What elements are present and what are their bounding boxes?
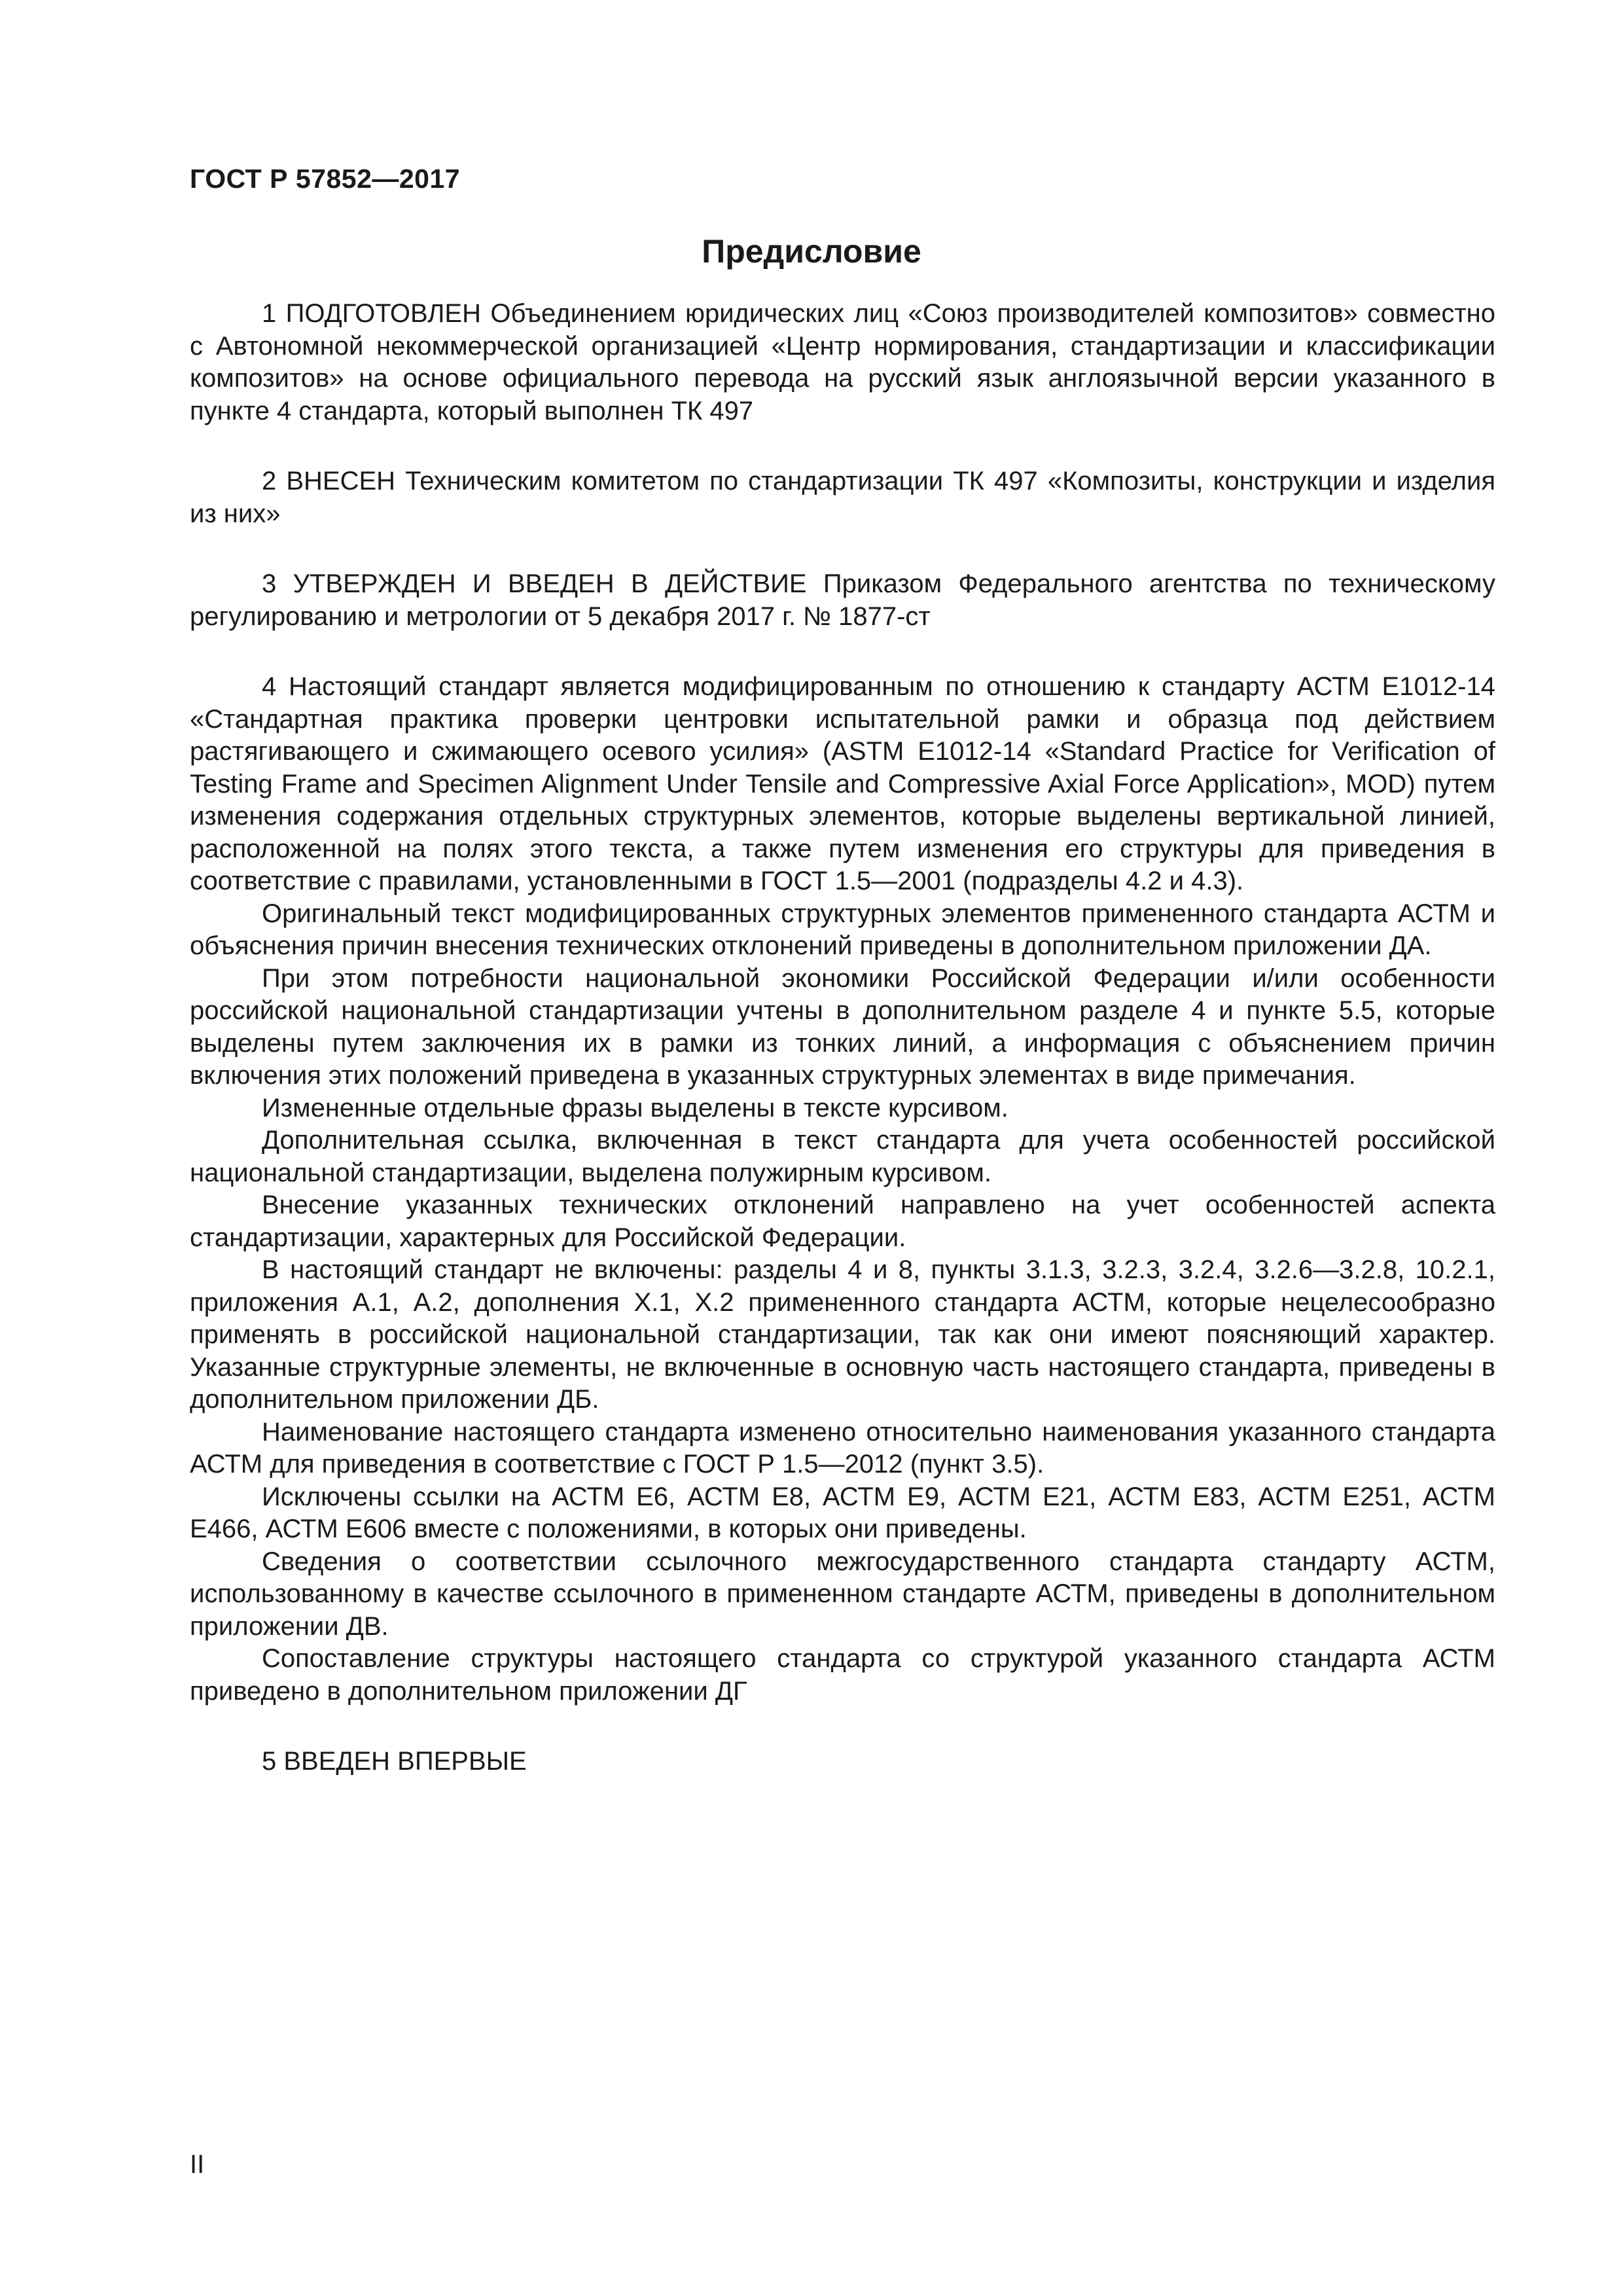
- preface-item-4-paragraph: Дополнительная ссылка, включенная в текст стандарта для учета особенностей российской национальной стандартизации, выделена полужирным курсивом.: [190, 1126, 1495, 1187]
- preface-item-4-paragraph: Наименование настоящего стандарта изменено относительно наименования указанного стандарта АСТМ для приведения в соответствие с ГОСТ Р 1.5—2012 (пункт 3.5).: [190, 1417, 1495, 1479]
- preface-item-2: 2 ВНЕСЕН Техническим комитетом по стандартизации ТК 497 «Композиты, конструкции и изделия из них»: [190, 467, 1495, 528]
- preface-item-4: 4 Настоящий стандарт является модифицированным по отношению к стандарту АСТМ Е1012-14 «Стандартная практика проверки центровки испытательной рамки и образца под действием растягивающего и сжимающего осевого усилия» (ASTM E1012-14 «Standard Practice for Verification of Testing Frame and Specimen Alignment Under Tensile and Compressive Axial Force Application», MOD) путем изменения содержания отдельных структурных элементов, которые выделены вертикальной линией, расположенной на полях этого текста, а также путем изменения его структуры для приведения в соответствие с правилами, установленными в ГОСТ 1.5—2001 (подразделы 4.2 и 4.3).: [190, 672, 1495, 895]
- preface-item-4-paragraph: При этом потребности национальной экономики Российской Федерации и/или особенности российской национальной стандартизации учтены в дополнительном разделе 4 и пункте 5.5, которые выделены путем заключения их в рамки из тонких линий, а информация с объяснением причин включения этих положений приведена в указанных структурных элементах в виде примечания.: [190, 963, 1495, 1090]
- preface-item-4-paragraph: Сведения о соответствии ссылочного межгосударственного стандарта стандарту АСТМ, использованному в качестве ссылочного в примененном стандарте АСТМ, приведены в дополнительном приложении ДВ.: [190, 1547, 1495, 1641]
- preface-content: [190, 298, 1495, 1778]
- preface-item-4-paragraph: Оригинальный текст модифицированных структурных элементов примененного стандарта АСТМ и объяснения причин внесения технических отклонений приведены в дополнительном приложении ДА.: [190, 899, 1495, 960]
- preface-item-4-paragraph: Сопоставление структуры настоящего стандарта со структурой указанного стандарта АСТМ приведено в дополнительном приложении ДГ: [190, 1644, 1495, 1706]
- preface-item-4-paragraph: Исключены ссылки на АСТМ Е6, АСТМ Е8, АСТМ Е9, АСТМ Е21, АСТМ Е83, АСТМ Е251, АСТМ Е466, АСТМ Е606 вместе с положениями, в которых они приведены.: [190, 1482, 1495, 1543]
- document-code: ГОСТ Р 57852—2017: [190, 164, 461, 194]
- page-number: II: [190, 2150, 205, 2179]
- preface-item-1: 1 ПОДГОТОВЛЕН Объединением юридических лиц «Союз производителей композитов» совместно с Автономной некоммерческой организацией «Центр нормирования, стандартизации и классификации композитов» на основе официального перевода на русский язык англоязычной версии указанного в пункте 4 стандарта, который выполнен ТК 497: [190, 299, 1495, 425]
- preface-item-5: 5 ВВЕДЕН ВПЕРВЫЕ: [262, 1747, 527, 1776]
- preface-item-4-paragraph: Внесение указанных технических отклонений направлено на учет особенностей аспекта стандартизации, характерных для Российской Федерации.: [190, 1191, 1495, 1252]
- preface-item-4-paragraph: В настоящий стандарт не включены: разделы 4 и 8, пункты 3.1.3, 3.2.3, 3.2.4, 3.2.6—3.2.8, 10.2.1, приложения А.1, А.2, дополнения Х.1, Х.2 примененного стандарта АСТМ, которые нецелесообразно применять в российской национальной стандартизации, так как они имеют поясняющий характер. Указанные структурные элементы, не включенные в основную часть настоящего стандарта, приведены в дополнительном приложении ДБ.: [190, 1255, 1495, 1414]
- page-title: Предисловие: [702, 233, 921, 270]
- preface-item-4-paragraph: Измененные отдельные фразы выделены в тексте курсивом.: [262, 1093, 1008, 1122]
- preface-item-3: 3 УТВЕРЖДЕН И ВВЕДЕН В ДЕЙСТВИЕ Приказом Федерального агентства по техническому регулированию и метрологии от 5 декабря 2017 г. № 1877-ст: [190, 569, 1495, 631]
